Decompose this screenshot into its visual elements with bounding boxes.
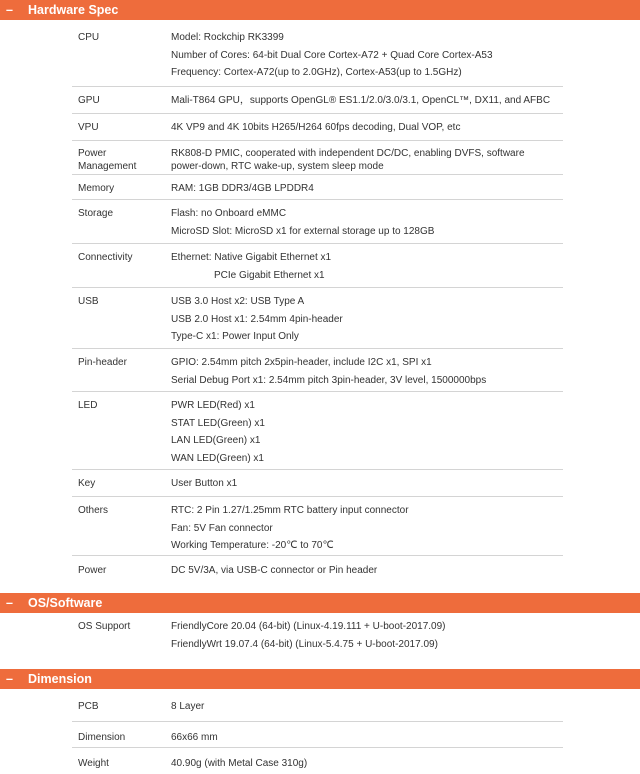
- spec-row-dimension: [72, 722, 563, 748]
- spec-values: RAM: 1GB DDR3/4GB LPDDR4: [171, 183, 314, 194]
- spec-label: Others: [78, 505, 109, 516]
- spec-label: Power: [78, 565, 107, 576]
- spec-values: USB 3.0 Host x2: USB Type A USB 2.0 Host x1: 2.54mm 4pin-header Type-C x1: Power Input Only: [171, 296, 343, 342]
- spec-values: Mali-T864 GPU，supports OpenGL® ES1.1/2.0/3.0/3.1, OpenCL™, DX11, and AFBC: [171, 95, 551, 106]
- spec-label: Weight: [78, 758, 109, 769]
- spec-table: [72, 20, 563, 593]
- section-dimension: [0, 669, 640, 774]
- section-title: OS/Software: [28, 596, 103, 610]
- spec-row-gpu: [72, 87, 563, 114]
- spec-table: [72, 613, 563, 669]
- section-header: [0, 593, 640, 613]
- section-header: [0, 669, 640, 689]
- spec-label: Memory: [78, 183, 115, 194]
- dash-icon: –: [6, 3, 13, 17]
- spec-row-usb: [72, 288, 563, 349]
- dash-icon: –: [6, 596, 13, 610]
- section-title: Hardware Spec: [28, 3, 119, 17]
- section-header: [0, 0, 640, 20]
- spec-values: 8 Layer: [171, 701, 205, 712]
- spec-values: PWR LED(Red) x1 STAT LED(Green) x1 LAN LED(Green) x1 WAN LED(Green) x1: [171, 400, 265, 464]
- spec-row-others: [72, 497, 563, 556]
- spec-row-cpu: [72, 20, 563, 87]
- dash-icon: –: [6, 672, 13, 686]
- spec-row-key: [72, 470, 563, 497]
- section-title: Dimension: [28, 672, 92, 686]
- spec-row-weight: [72, 748, 563, 774]
- spec-values: RK808-D PMIC, cooperated with independent DC/DC, enabling DVFS, software power-down, RTC wake-up, system sleep mode: [171, 148, 525, 172]
- spec-values: 66x66 mm: [171, 732, 218, 743]
- spec-label: Storage: [78, 208, 114, 219]
- spec-label: Power Management: [78, 148, 137, 172]
- spec-values: Flash: no Onboard eMMC MicroSD Slot: MicroSD x1 for external storage up to 128GB: [171, 208, 435, 237]
- spec-label: OS Support: [78, 621, 131, 632]
- spec-row-power: [72, 556, 563, 593]
- spec-row-pcb: [72, 689, 563, 722]
- spec-row-power-management: [72, 141, 563, 175]
- spec-row-led: [72, 392, 563, 470]
- spec-values: RTC: 2 Pin 1.27/1.25mm RTC battery input connector Fan: 5V Fan connector Working Temperature: -20℃ to 70℃: [171, 505, 409, 551]
- spec-row-os-support: [72, 613, 563, 669]
- spec-values: 4K VP9 and 4K 10bits H265/H264 60fps decoding, Dual VOP, etc: [171, 122, 461, 133]
- spec-label: USB: [78, 296, 99, 307]
- spec-label: CPU: [78, 32, 100, 43]
- spec-row-pin-header: [72, 349, 563, 392]
- section-os-software: [0, 593, 640, 669]
- spec-label: Connectivity: [78, 252, 133, 263]
- spec-label: Dimension: [78, 732, 126, 743]
- spec-label: LED: [78, 400, 98, 411]
- spec-row-vpu: [72, 114, 563, 141]
- spec-row-memory: [72, 175, 563, 200]
- spec-values: Ethernet: Native Gigabit Ethernet x1 PCIe Gigabit Ethernet x1: [171, 252, 332, 281]
- spec-label: PCB: [78, 701, 99, 712]
- spec-table: [72, 689, 563, 774]
- spec-label: Key: [78, 478, 96, 489]
- spec-values: 40.90g (with Metal Case 310g): [171, 758, 308, 769]
- spec-label: GPU: [78, 95, 100, 106]
- spec-label: VPU: [78, 122, 99, 133]
- spec-values: DC 5V/3A, via USB-C connector or Pin header: [171, 565, 378, 576]
- spec-values: FriendlyCore 20.04 (64-bit) (Linux-4.19.111 + U-boot-2017.09) FriendlyWrt 19.07.4 (64-bit) (Linux-5.4.75 + U-boot-2017.09): [171, 621, 446, 650]
- spec-values: Model: Rockchip RK3399 Number of Cores: 64-bit Dual Core Cortex-A72 + Quad Core Cortex-A53 Frequency: Cortex-A72(up to 2.0GHz), Cortex-A53(up to 1.5GHz): [171, 32, 493, 78]
- spec-row-connectivity: [72, 244, 563, 288]
- spec-label: Pin-header: [78, 357, 127, 368]
- spec-values: User Button x1: [171, 478, 238, 489]
- spec-values: GPIO: 2.54mm pitch 2x5pin-header, include I2C x1, SPI x1 Serial Debug Port x1: 2.54mm pitch 3pin-header, 3V level, 1500000bps: [171, 357, 487, 386]
- spec-row-storage: [72, 200, 563, 244]
